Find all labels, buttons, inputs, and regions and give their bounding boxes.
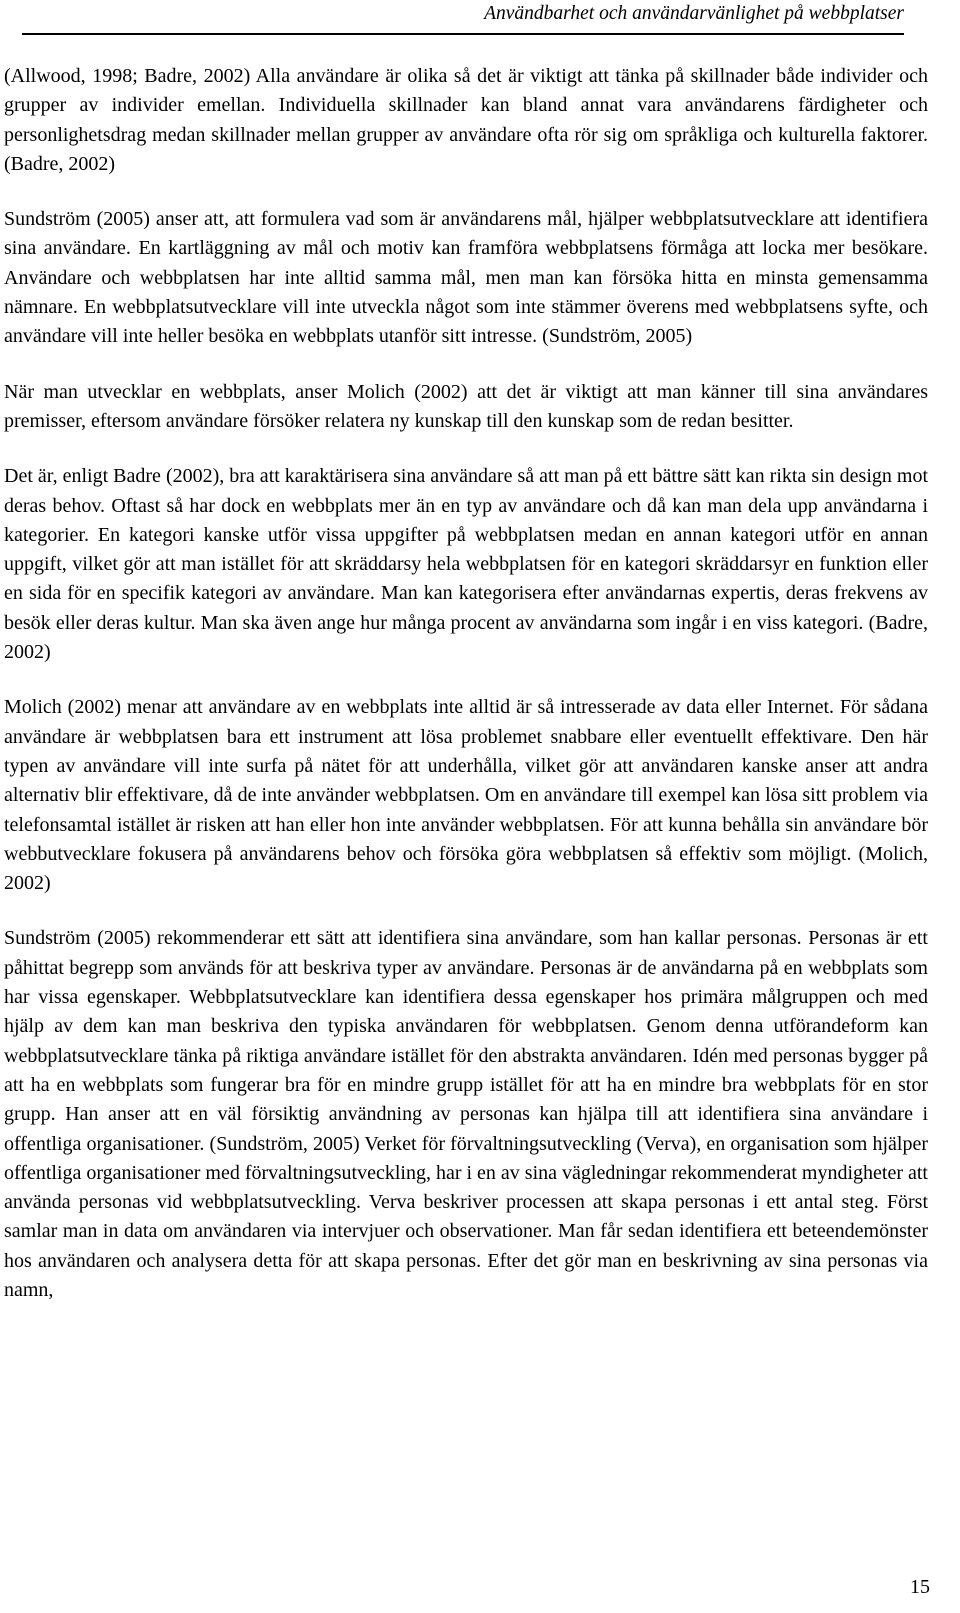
document-body	[4, 62, 928, 1331]
paragraph-individual-differences: (Allwood, 1998; Badre, 2002) Alla användare är olika så det är viktigt att tänka på skillnader både individer och grupper av individer emellan. Individuella skillnader kan bland annat vara användarens färdigheter och personlighetsdrag medan skillnader mellan grupper av användare ofta rör sig om språkliga och kulturella faktorer. (Badre, 2002)	[4, 65, 928, 175]
paragraph-personas: Sundström (2005) rekommenderar ett sätt att identifiera sina användare, som han kallar personas. Personas är ett påhittat begrepp som används för att beskriva typer av användare. Personas är de användarna på en webbplats som har vissa egenskaper. Webbplatsutvecklare kan identifiera dessa egenskaper hos primära målgruppen och med hjälp av dem kan man beskriva den typiska användaren för webbplatsen. Genom denna utförandeform kan webbplatsutvecklare tänka på riktiga användare istället för den abstrakta användaren. Idén med personas bygger på att ha en webbplats som fungerar bra för en mindre grupp istället för att ha en mindre bra webbplats för en stor grupp. Han anser att en väl försiktig användning av personas kan hjälpa till att identifiera sina användare i offentliga organisationer. (Sundström, 2005) Verket för förvaltningsutveckling (Verva), en organisation som hjälper offentliga organisationer med förvaltningsutveckling, har i en av sina vägledningar rekommenderat myndigheter att använda personas vid webbplatsutveckling. Verva beskriver processen att skapa personas i ett antal steg. Först samlar man in data om användaren via intervjuer och observationer. Man får sedan identifiera ett beteendemönster hos användaren och analysera detta för att skapa personas. Efter det gör man en beskrivning av sina personas via namn,	[4, 927, 928, 1301]
paragraph-user-interest: Molich (2002) menar att användare av en webbplats inte alltid är så intresserade av data eller Internet. För sådana användare är webbplatsen bara ett instrument att lösa problemet snabbare eller eventuellt effektivare. Den här typen av användare vill inte surfa på nätet för att underhålla, vilket gör att användaren kanske anser att andra alternativ blir effektivare, då de inte använder webbplatsen. Om en användare till exempel kan lösa sitt problem via telefonsamtal istället är risken att han eller hon inte använder webbplatsen. För att kunna behålla sin användare bör webbutvecklare fokusera på användarens behov och försöka göra webbplatsen så effektiv som möjligt. (Molich, 2002)	[4, 696, 928, 895]
running-header	[0, 0, 960, 38]
header-divider	[22, 33, 904, 35]
paragraph-user-goals: Sundström (2005) anser att, att formulera vad som är användarens mål, hjälper webbplatsutvecklare att identifiera sina användare. En kartläggning av mål och motiv kan framföra webbplatsens förmåga att locka mer besökare. Användare och webbplatsen har inte alltid samma mål, men man kan försöka hitta en minsta gemensamma nämnare. En webbplatsutvecklare vill inte utveckla något som inte stämmer överens med webbplatsens syfte, och användare vill inte heller besöka en webbplats utanför sitt intresse. (Sundström, 2005)	[4, 208, 928, 348]
paragraph-user-categories: Det är, enligt Badre (2002), bra att karaktärisera sina användare så att man på ett bättre sätt kan rikta sin design mot deras behov. Oftast så har dock en webbplats mer än en typ av användare och då kan man dela upp användarna i kategorier. En kategori kanske utför vissa uppgifter på webbplatsen medan en annan kategori utför en annan uppgift, vilket gör att man istället för att skräddarsy hela webbplatsen för en kategori skräddarsyr en funktion eller en sida för en specifik kategori av användare. Man kan kategorisera efter användarnas expertis, deras frekvens av besök eller deras kultur. Man ska även ange hur många procent av användarna som ingår i en viss kategori. (Badre, 2002)	[4, 465, 928, 664]
running-header-title: Användbarhet och användarvänlighet på webbplatser	[484, 3, 904, 24]
paragraph-user-premises: När man utvecklar en webbplats, anser Molich (2002) att det är viktigt att man känner till sina användares premisser, eftersom användare försöker relatera ny kunskap till den kunskap som de redan besitter.	[4, 380, 928, 432]
page-number: 15	[910, 1576, 930, 1598]
